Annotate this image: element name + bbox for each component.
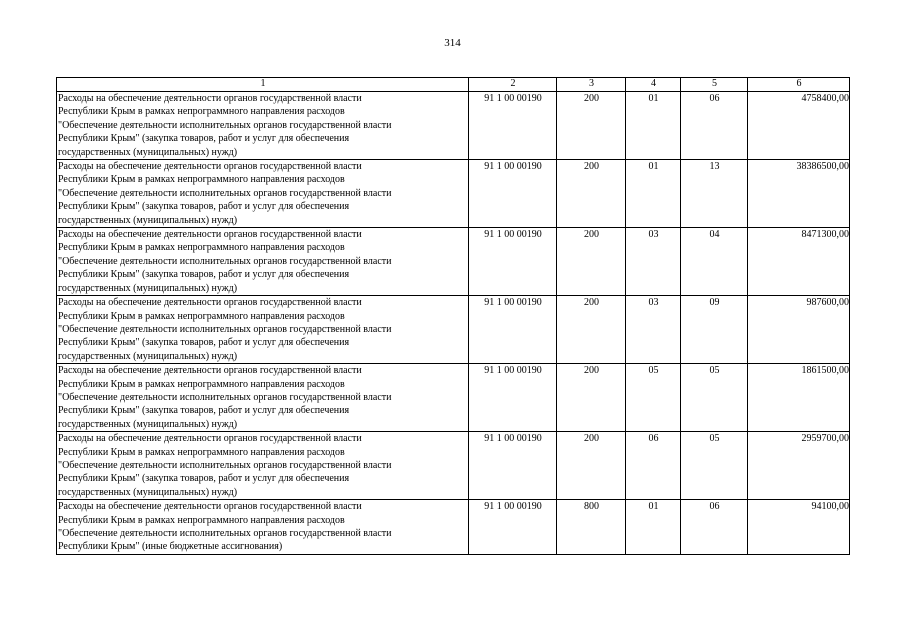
description-line: государственных (муниципальных) нужд) — [58, 418, 238, 430]
description-line: Республики Крым" (закупка товаров, работ и услуг для обеспечения — [58, 405, 350, 417]
description-line: Республики Крым в рамках непрограммного направления расходов — [58, 514, 345, 526]
expense-description — [57, 500, 469, 555]
amount-value: 1861500,00 — [748, 364, 850, 432]
budget-table — [56, 77, 850, 555]
description-line: Расходы на обеспечение деятельности органов государственной власти — [58, 365, 362, 377]
table-row — [57, 160, 850, 228]
description-line: государственных (муниципальных) нужд) — [58, 146, 238, 158]
subsection-code: 13 — [681, 160, 748, 228]
description-line: "Обеспечение деятельности исполнительных органов государственной власти — [58, 391, 392, 403]
description-line: "Обеспечение деятельности исполнительных органов государственной власти — [58, 119, 392, 131]
header-col-4: 4 — [626, 78, 681, 92]
table-row — [57, 228, 850, 296]
header-col-5: 5 — [681, 78, 748, 92]
description-line: Республики Крым в рамках непрограммного направления расходов — [58, 242, 345, 254]
description-line: Республики Крым" (закупка товаров, работ и услуг для обеспечения — [58, 133, 350, 145]
description-line: "Обеспечение деятельности исполнительных органов государственной власти — [58, 528, 392, 539]
expense-description — [57, 432, 469, 500]
subsection-code: 05 — [681, 432, 748, 500]
amount-value: 94100,00 — [748, 500, 850, 555]
header-col-1: 1 — [57, 78, 469, 92]
subsection-code: 06 — [681, 500, 748, 555]
description-line: Республики Крым в рамках непрограммного направления расходов — [58, 174, 345, 186]
description-line: Республики Крым в рамках непрограммного направления расходов — [58, 446, 345, 458]
target-article-code: 91 1 00 00190 — [469, 160, 557, 228]
description-line: Республики Крым в рамках непрограммного направления расходов — [58, 106, 345, 118]
amount-value: 8471300,00 — [748, 228, 850, 296]
header-row — [57, 78, 850, 92]
table-row — [57, 500, 850, 555]
description-line: Расходы на обеспечение деятельности органов государственной власти — [58, 161, 362, 173]
table-row — [57, 92, 850, 160]
description-line: Расходы на обеспечение деятельности органов государственной власти — [58, 93, 362, 104]
section-code: 03 — [626, 296, 681, 364]
description-line: "Обеспечение деятельности исполнительных органов государственной власти — [58, 459, 392, 471]
description-line: Республики Крым" (закупка товаров, работ и услуг для обеспечения — [58, 201, 350, 213]
description-line: Республики Крым" (закупка товаров, работ и услуг для обеспечения — [58, 473, 350, 485]
expense-type-code: 200 — [557, 432, 626, 500]
target-article-code: 91 1 00 00190 — [469, 364, 557, 432]
description-line: Расходы на обеспечение деятельности органов государственной власти — [58, 297, 362, 309]
table-row — [57, 296, 850, 364]
description-line: государственных (муниципальных) нужд) — [58, 350, 238, 362]
target-article-code: 91 1 00 00190 — [469, 296, 557, 364]
description-line: Республики Крым" (иные бюджетные ассигнования) — [58, 541, 283, 553]
header-col-3: 3 — [557, 78, 626, 92]
section-code: 01 — [626, 160, 681, 228]
subsection-code: 09 — [681, 296, 748, 364]
description-line: "Обеспечение деятельности исполнительных органов государственной власти — [58, 323, 392, 335]
expense-description — [57, 228, 469, 296]
table-row — [57, 432, 850, 500]
description-line: Республики Крым" (закупка товаров, работ и услуг для обеспечения — [58, 269, 350, 281]
description-line: Республики Крым в рамках непрограммного направления расходов — [58, 310, 345, 322]
expense-type-code: 200 — [557, 92, 626, 160]
expense-type-code: 800 — [557, 500, 626, 555]
header-col-6: 6 — [748, 78, 850, 92]
description-line: государственных (муниципальных) нужд) — [58, 486, 238, 498]
description-line: Расходы на обеспечение деятельности органов государственной власти — [58, 433, 362, 445]
expense-type-code: 200 — [557, 228, 626, 296]
table-row — [57, 364, 850, 432]
expense-type-code: 200 — [557, 160, 626, 228]
description-line: государственных (муниципальных) нужд) — [58, 282, 238, 294]
subsection-code: 05 — [681, 364, 748, 432]
header-col-2: 2 — [469, 78, 557, 92]
target-article-code: 91 1 00 00190 — [469, 228, 557, 296]
description-line: Расходы на обеспечение деятельности органов государственной власти — [58, 229, 362, 241]
section-code: 01 — [626, 500, 681, 555]
description-line: Республики Крым в рамках непрограммного направления расходов — [58, 378, 345, 390]
amount-value: 2959700,00 — [748, 432, 850, 500]
expense-type-code: 200 — [557, 364, 626, 432]
section-code: 01 — [626, 92, 681, 160]
description-line: Расходы на обеспечение деятельности органов государственной власти — [58, 501, 362, 513]
description-line: государственных (муниципальных) нужд) — [58, 214, 238, 226]
expense-type-code: 200 — [557, 296, 626, 364]
description-line: "Обеспечение деятельности исполнительных органов государственной власти — [58, 187, 392, 199]
expense-description — [57, 364, 469, 432]
description-line: "Обеспечение деятельности исполнительных органов государственной власти — [58, 255, 392, 267]
amount-value: 4758400,00 — [748, 92, 850, 160]
expense-description — [57, 160, 469, 228]
amount-value: 987600,00 — [748, 296, 850, 364]
description-line: Республики Крым" (закупка товаров, работ и услуг для обеспечения — [58, 337, 350, 349]
expense-description — [57, 296, 469, 364]
target-article-code: 91 1 00 00190 — [469, 92, 557, 160]
subsection-code: 04 — [681, 228, 748, 296]
page-number: 314 — [444, 37, 461, 49]
section-code: 06 — [626, 432, 681, 500]
target-article-code: 91 1 00 00190 — [469, 432, 557, 500]
section-code: 05 — [626, 364, 681, 432]
subsection-code: 06 — [681, 92, 748, 160]
target-article-code: 91 1 00 00190 — [469, 500, 557, 555]
expense-description — [57, 92, 469, 160]
section-code: 03 — [626, 228, 681, 296]
amount-value: 38386500,00 — [748, 160, 850, 228]
